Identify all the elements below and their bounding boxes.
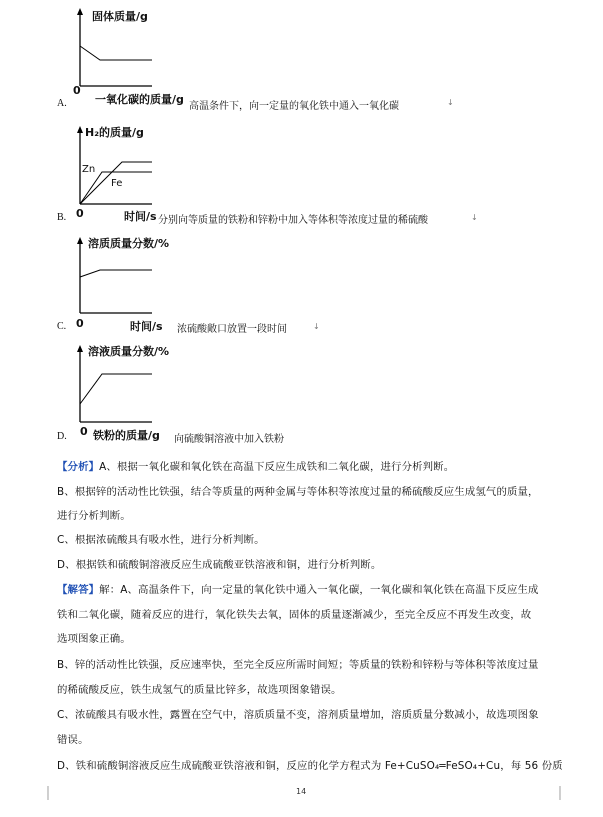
graph-a-y-axis-label: 固体质量/g [92,10,148,23]
graph-d-x-axis-label: 铁粉的质量/g [93,429,160,442]
analysis-line-4: C、根据浓硫酸具有吸水性，进行分析判断。 [57,534,265,546]
analysis-tag: 【分析】 [57,461,100,473]
option-a-description: 高温条件下，向一定量的氧化铁中通入一氧化碳 [189,101,399,112]
graph-b-zn-label: Zn [82,164,96,175]
analysis-line-5: D、根据铁和硫酸铜溶液反应生成硫酸亚铁溶液和铜，进行分析判断。 [57,559,382,571]
graph-d-y-axis-label: 溶液质量分数/% [88,345,170,358]
graph-a-y-arrow [77,8,83,15]
graph-a-origin: 0 [73,84,81,97]
graph-d-y-arrow [77,345,83,352]
option-b-letter: B. [57,212,67,223]
solution-line-7: 错误。 [57,734,89,746]
graph-d-curve [80,374,152,404]
graph-c-curve [80,270,152,277]
analysis-line-2: B、根据锌的活动性比铁强，结合等质量的两种金属与等体积等浓度过量的稀硫酸反应生成氢气的质量， [57,486,539,498]
graph-a-curve [80,46,152,60]
analysis-line-1: 【分析】A、根据一氧化碳和氧化铁在高温下反应生成铁和二氧化碳，进行分析判断。 [57,461,455,473]
graph-c-origin: 0 [76,317,84,330]
solution-line-8: D、铁和硫酸铜溶液反应生成硫酸亚铁溶液和铜，反应的化学方程式为 Fe+CuSO₄═FeSO₄+Cu，每 56 份质 [57,760,563,772]
solution-line-2: 铁和二氧化碳，随着反应的进行，氧化铁失去氧，固体的质量逐渐减少，至完全反应不再发生改变，故 [57,609,532,621]
option-a-letter: A. [57,98,67,109]
solution-tag: 【解答】 [57,584,100,596]
graph-a-x-axis-label: 一氧化碳的质量/g [95,93,184,106]
graph-d [72,344,152,424]
graph-b-origin: 0 [76,207,84,220]
graph-c-y-arrow [77,237,83,244]
solution-line-6: C、浓硫酸具有吸水性，露置在空气中，溶质质量不变，溶剂质量增加，溶质质量分数减小，故选项图象 [57,709,539,721]
paragraph-mark: ↓ [447,98,454,107]
solution-line-4: B、锌的活动性比铁强，反应速率快，至完全反应所需时间短；等质量的铁粉和锌粉与等体积等浓度过量 [57,659,539,671]
paragraph-mark: ↓ [471,213,478,222]
graph-b-fe-label: Fe [111,178,123,189]
option-d-description: 向硫酸铜溶液中加入铁粉 [174,434,284,445]
graph-c-y-axis-label: 溶质质量分数/% [88,237,170,250]
graph-d-origin: 0 [80,425,88,438]
page-corner-mark-right [556,786,568,802]
page-number: 14 [296,787,307,796]
graph-b-x-axis-label: 时间/s [124,210,157,223]
solution-line-1: 【解答】解：A、高温条件下，向一定量的氧化铁中通入一氧化碳，一氧化碳和氧化铁在高温下反应生成 [57,584,539,596]
option-b-description: 分别向等质量的铁粉和锌粉中加入等体积等浓度过量的稀硫酸 [158,215,428,226]
graph-b-y-arrow [77,126,83,133]
graph-a [72,8,152,88]
option-c-letter: C. [57,321,67,332]
graph-c [72,236,152,314]
analysis-line-3: 进行分析判断。 [57,510,131,522]
option-d-letter: D. [57,431,67,442]
graph-b-y-axis-label: H₂的质量/g [85,126,144,139]
option-c-description: 浓硫酸敞口放置一段时间 [177,324,287,335]
paragraph-mark: ↓ [313,322,320,331]
page-corner-mark-left [40,786,52,802]
graph-c-x-axis-label: 时间/s [130,320,163,333]
solution-line-5: 的稀硫酸反应，铁生成氢气的质量比锌多，故选项图象错误。 [57,684,342,696]
solution-line-3: 选项图象正确。 [57,633,131,645]
